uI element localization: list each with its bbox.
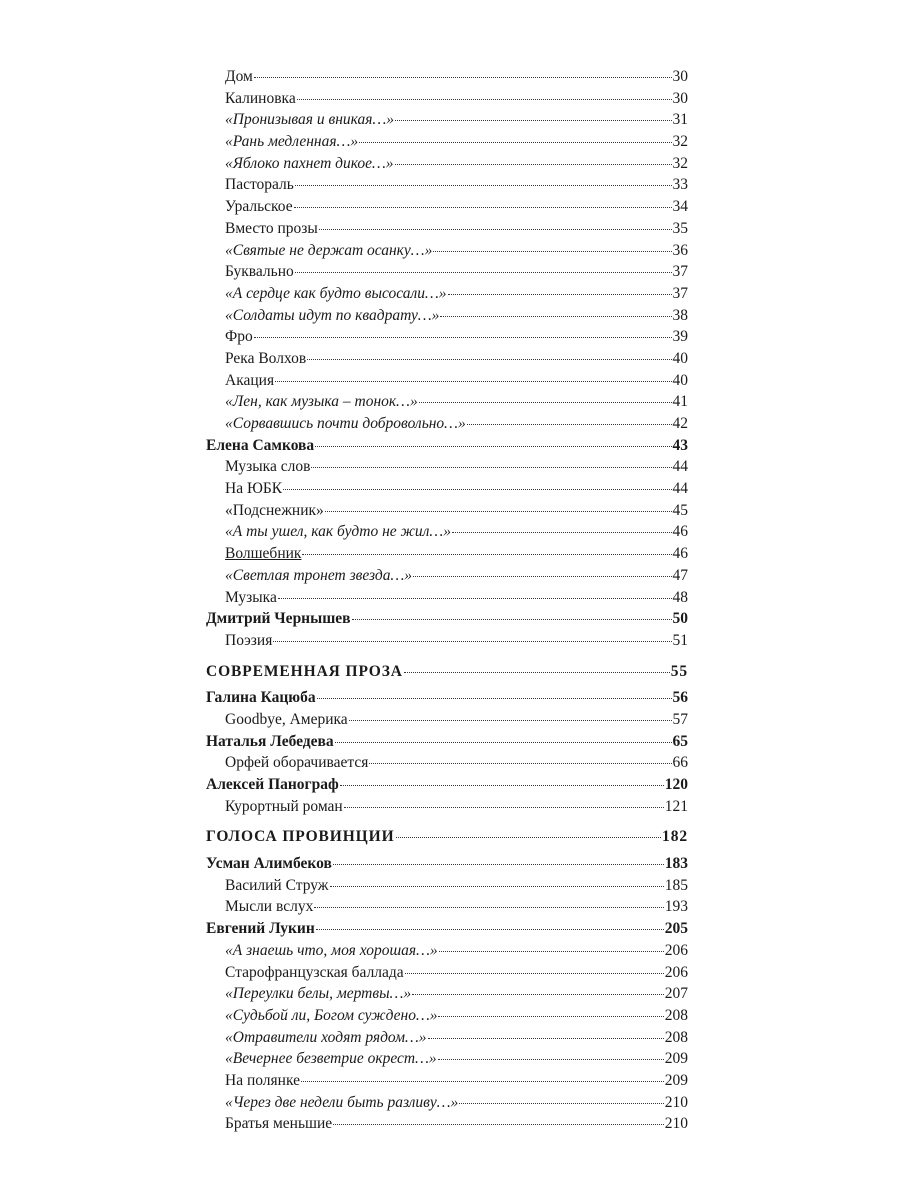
toc-work-entry [206,1070,688,1092]
dot-leader [254,337,672,338]
toc-entry-title: Музыка [225,588,277,606]
dot-leader [273,641,671,642]
toc-entry-title: «Солдаты идут по квадрату…» [225,306,440,324]
dot-leader [317,698,672,699]
dot-leader [307,359,671,360]
toc-work-entry [206,218,688,240]
toc-entry-title: Поэзия [225,631,273,649]
toc-entry-title: «Отравители ходят рядом…» [225,1028,427,1046]
toc-work-entry [206,962,688,984]
toc-entry-page-number: 43 [672,436,688,454]
toc-work-entry [206,391,688,413]
toc-entry-title: Орфей оборачивается [225,754,369,772]
toc-entry-title: «Яблоко пахнет дикое…» [225,154,394,172]
toc-entry-page-number: 50 [672,610,688,628]
dot-leader [330,886,664,887]
dot-leader [344,807,664,808]
dot-leader [459,1103,663,1104]
toc-entry-title: «Подснежник» [225,501,324,519]
toc-work-entry [206,1113,688,1135]
dot-leader [405,973,664,974]
dot-leader [448,294,672,295]
toc-work-entry [206,174,688,196]
toc-entry-page-number: 121 [664,797,688,815]
toc-entry-title: Фро [225,328,253,346]
toc-entry-page-number: 30 [672,89,688,107]
toc-entry-title: Калиновка [225,89,296,107]
toc-work-entry [206,109,688,131]
toc-author-entry [206,853,688,875]
toc-entry-page-number: 41 [672,393,688,411]
dot-leader [314,907,663,908]
toc-entry-page-number: 44 [672,480,688,498]
dot-leader [438,1059,664,1060]
dot-leader [283,489,671,490]
toc-work-entry [206,196,688,218]
toc-work-entry [206,896,688,918]
toc-work-entry [206,521,688,543]
dot-leader [316,929,664,930]
toc-entry-page-number: 66 [672,754,688,772]
toc-entry-page-number: 205 [664,920,688,938]
toc-entry-title: Алексей Панограф [206,776,339,793]
toc-entry-title: На ЮБК [225,480,283,498]
dot-leader [340,785,664,786]
toc-work-entry [206,500,688,522]
toc-entry-page-number: 51 [672,631,688,649]
table-of-contents [206,66,688,1135]
dot-leader [295,272,672,273]
toc-work-entry [206,456,688,478]
toc-work-entry [206,543,688,565]
toc-entry-page-number: 206 [664,941,688,959]
toc-entry-title: «Вечернее безветрие окрест…» [225,1050,437,1068]
dot-leader [335,742,672,743]
dot-leader [333,1124,664,1125]
toc-author-entry [206,435,688,457]
toc-entry-title: Река Волхов [225,349,307,367]
toc-entry-title: Дом [225,68,253,85]
dot-leader [302,554,671,555]
toc-entry-page-number: 209 [664,1050,688,1068]
toc-entry-title: «А знаешь что, моя хорошая…» [225,941,438,959]
toc-work-entry [206,66,688,88]
toc-entry-title: Акация [225,371,275,389]
dot-leader [275,381,671,382]
dot-leader [369,763,671,764]
toc-work-entry [206,565,688,587]
toc-entry-page-number: 183 [664,855,688,873]
toc-work-entry [206,153,688,175]
toc-entry-title: «Переулки белы, мертвы…» [225,985,412,1003]
toc-entry-page-number: 33 [672,176,688,194]
toc-entry-title: «Через две недели быть разливу…» [225,1093,459,1111]
toc-work-entry [206,587,688,609]
toc-entry-title: Братья меньшие [225,1115,333,1133]
toc-entry-page-number: 47 [672,566,688,584]
toc-entry-title: «Рань медленная…» [225,133,359,151]
dot-leader [294,207,672,208]
toc-work-entry [206,796,688,818]
dot-leader [452,532,672,533]
toc-work-entry [206,1027,688,1049]
toc-work-entry [206,131,688,153]
toc-entry-title: Курортный роман [225,797,343,815]
dot-leader [396,837,661,838]
toc-work-entry [206,630,688,652]
dot-leader [413,576,671,577]
toc-entry-title: Вместо прозы [225,219,318,237]
toc-entry-page-number: 206 [664,963,688,981]
dot-leader [333,864,664,865]
toc-author-entry [206,608,688,630]
toc-entry-page-number: 120 [664,776,688,793]
toc-work-entry [206,875,688,897]
toc-entry-page-number: 37 [672,263,688,281]
dot-leader [428,1038,664,1039]
toc-entry-page-number: 48 [672,588,688,606]
dot-leader [467,424,672,425]
toc-author-entry [206,918,688,940]
toc-work-entry [206,752,688,774]
toc-section-heading [206,661,688,683]
dot-leader [301,1081,664,1082]
toc-entry-title: «Пронизывая и вникая…» [225,111,395,129]
toc-entry-page-number: 185 [664,876,688,894]
dot-leader [395,120,671,121]
toc-entry-title: Пастораль [225,176,294,194]
toc-entry-title: «Сорвавшись почти добровольно…» [225,415,466,432]
toc-entry-title: Дмитрий Чернышев [206,610,351,628]
dot-leader [352,619,672,620]
toc-entry-title: Наталья Лебедева [206,732,334,750]
toc-work-entry [206,1048,688,1070]
toc-entry-page-number: 34 [672,198,688,216]
dot-leader [254,77,672,78]
toc-work-entry [206,478,688,500]
toc-work-entry [206,88,688,110]
toc-entry-title: СОВРЕМЕННАЯ ПРОЗА [206,662,403,680]
toc-work-entry [206,240,688,262]
toc-entry-title: «Судьбой ли, Богом суждено…» [225,1006,438,1024]
toc-entry-title: Мысли вслух [225,898,314,916]
dot-leader [439,951,664,952]
toc-entry-page-number: 207 [664,985,688,1003]
toc-author-entry [206,774,688,796]
toc-entry-page-number: 40 [672,371,688,389]
dot-leader [278,598,672,599]
dot-leader [412,994,664,995]
toc-entry-title: Уральское [225,198,293,216]
toc-entry-title: «А сердце как будто высосали…» [225,284,447,302]
dot-leader [325,511,672,512]
toc-entry-title: Музыка слов [225,458,311,476]
toc-work-entry [206,370,688,392]
toc-work-entry [206,326,688,348]
dot-leader [349,720,672,721]
toc-entry-page-number: 210 [664,1093,688,1111]
toc-entry-page-number: 37 [672,284,688,302]
toc-work-entry [206,983,688,1005]
dot-leader [315,446,671,447]
toc-entry-page-number: 32 [672,133,688,151]
dot-leader [297,99,672,100]
toc-entry-page-number: 38 [672,306,688,324]
toc-entry-title: «А ты ушел, как будто не жил…» [225,523,451,541]
toc-entry-page-number: 55 [670,662,688,680]
toc-entry-title: «Святые не держат осанку…» [225,241,433,259]
toc-entry-page-number: 209 [664,1071,688,1089]
toc-entry-page-number: 32 [672,154,688,172]
toc-entry-page-number: 210 [664,1115,688,1133]
toc-entry-page-number: 42 [672,415,688,432]
dot-leader [438,1016,663,1017]
toc-entry-title: На полянке [225,1071,300,1089]
toc-entry-title: Галина Кацюба [206,689,316,707]
toc-entry-page-number: 193 [664,898,688,916]
toc-entry-page-number: 40 [672,349,688,367]
dot-leader [404,672,670,673]
toc-work-entry [206,305,688,327]
toc-entry-title: Буквально [225,263,294,281]
toc-entry-title: Василий Струж [225,876,329,894]
dot-leader [440,316,671,317]
toc-entry-title: Старофранцузская баллада [225,963,404,981]
dot-leader [433,251,671,252]
toc-section-heading [206,826,688,848]
dot-leader [359,142,671,143]
toc-entry-page-number: 208 [664,1028,688,1046]
toc-entry-page-number: 46 [672,523,688,541]
toc-entry-title: ГОЛОСА ПРОВИНЦИИ [206,828,395,846]
toc-work-entry [206,1092,688,1114]
toc-entry-page-number: 44 [672,458,688,476]
toc-entry-page-number: 182 [662,828,688,846]
dot-leader [395,164,672,165]
toc-entry-page-number: 46 [672,545,688,563]
toc-entry-page-number: 45 [672,501,688,519]
toc-entry-title: «Светлая тронет звезда…» [225,566,413,584]
toc-entry-title: «Лен, как музыка – тонок…» [225,393,418,411]
toc-author-entry [206,731,688,753]
dot-leader [295,185,672,186]
toc-work-entry [206,413,688,435]
toc-work-entry [206,709,688,731]
toc-entry-page-number: 35 [672,219,688,237]
toc-entry-page-number: 56 [672,689,688,707]
dot-leader [419,402,672,403]
toc-entry-page-number: 31 [672,111,688,129]
toc-entry-page-number: 39 [672,328,688,346]
toc-author-entry [206,687,688,709]
toc-entry-page-number: 57 [672,710,688,728]
toc-work-entry [206,940,688,962]
toc-work-entry [206,1005,688,1027]
toc-entry-title: Елена Самкова [206,436,315,454]
toc-entry-page-number: 208 [664,1006,688,1024]
toc-entry-title: Усман Алимбеков [206,855,332,873]
toc-entry-title: Goodbye, Америка [225,710,348,728]
toc-entry-title: Волшебник [225,545,302,563]
toc-entry-page-number: 65 [672,732,688,750]
toc-work-entry [206,261,688,283]
toc-entry-page-number: 36 [672,241,688,259]
toc-entry-page-number: 30 [672,68,688,85]
toc-work-entry [206,283,688,305]
toc-work-entry [206,348,688,370]
dot-leader [311,467,671,468]
dot-leader [319,229,672,230]
toc-entry-title: Евгений Лукин [206,920,315,938]
